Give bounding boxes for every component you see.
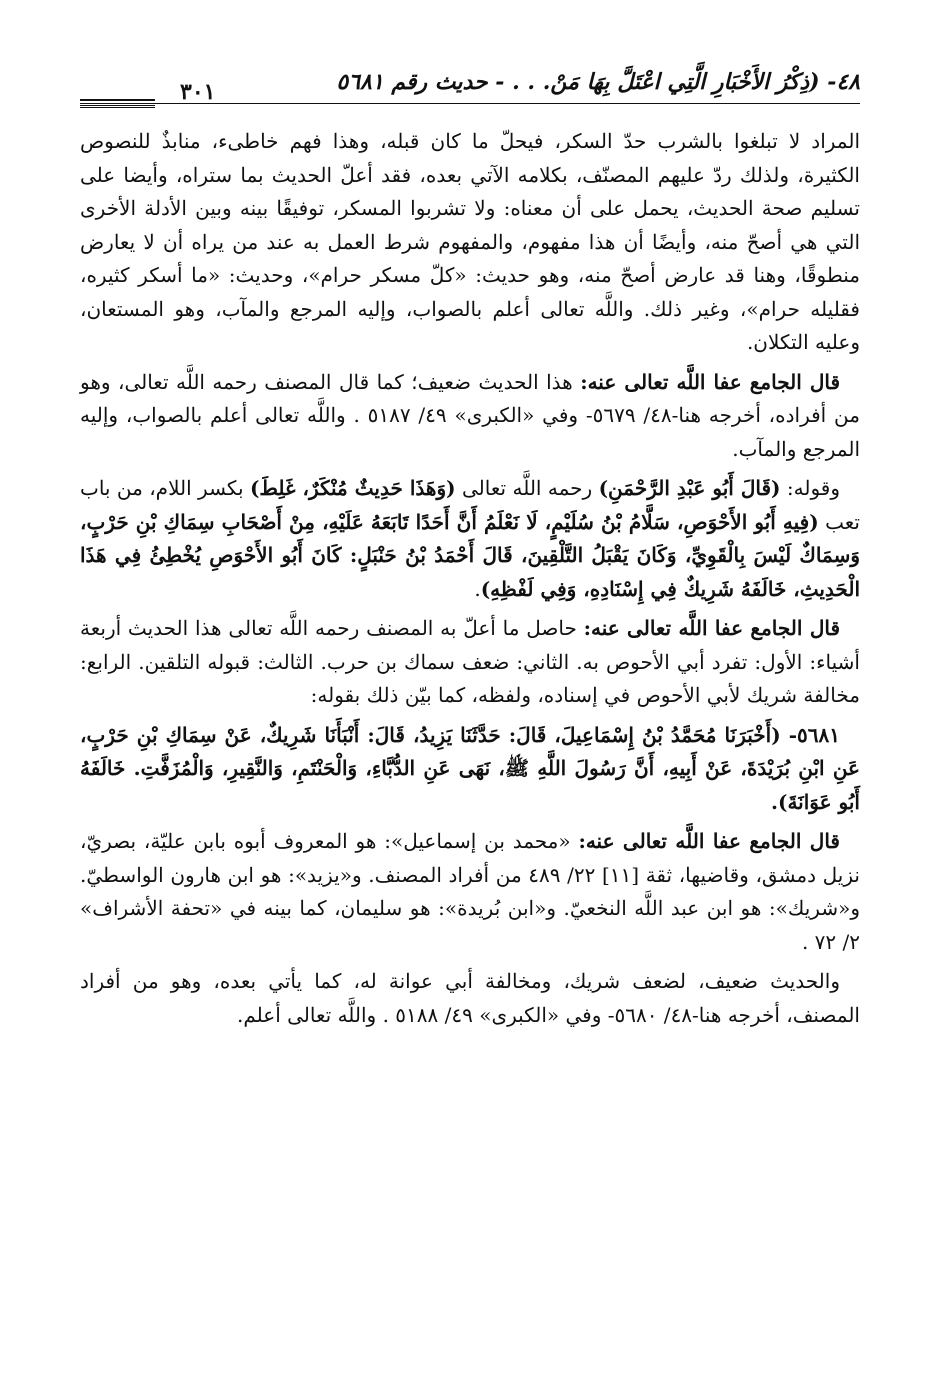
page-number: ٣٠١: [180, 79, 216, 105]
header-rule-left-thick: [80, 99, 155, 101]
paragraph-6: [80, 965, 860, 1032]
running-header: [80, 55, 860, 105]
paragraph-5-text: «محمد بن إسماعيل»: هو المعروف أبوه بابن عليّة، بصريّ، نزيل دمشق، وقاضيها، ثقة [١١] ٢٢/ ٤٨٩ من أفراد المصنف. و«يزيد»: هو ابن هارون الواسطيّ. و«شريك»: هو ابن عبد اللَّه النخعيّ. و«ابن بُريدة»: هو سليمان، كما بينه في «تحفة الأشراف» ٢/ ٧٢ .: [80, 829, 860, 954]
compiler-lead: قال الجامع عفا اللَّه تعالى عنه:: [580, 369, 840, 394]
paragraph-4: [80, 612, 860, 713]
paragraph-1-text: المراد لا تبلغوا بالشرب حدّ السكر، فيحلّ ما كان قبله، وهذا فهم خاطىء، منابذٌ للنصوص الكثيرة، ولذلك ردّ عليهم المصنّف، بكلامه الآتي بعده، فقد أعلّ الحديث بما ستراه، وأيضا على تسليم صحة الحديث، يحمل على أن معناه: ولا تشربوا المسكر، توفيقًا بينه وبين الأدلة الأخرى التي هي أصحّ منه، وأيضًا أن هذا مفهوم، والمفهوم شرط العمل به عند من يراه أن لا يعارض منطوقًا، وهنا قد عارض أصحّ منه، وهو حديث: «كلّ مسكر حرام»، وحديث: «ما أسكر كثيره، فقليله حرام»، وغير ذلك. واللَّه تعالى أعلم بالصواب، وإليه المرجع والمآب، وهو المستعان، وعليه التكلان.: [80, 129, 860, 354]
p3-quote-3: (فِيهِ أَبُو الأَحْوَصِ، سَلَّامُ بْنُ سُلَيْمٍ، لَا نَعْلَمُ أَنَّ أَحَدًا تَابَعَهُ عَلَيْهِ، مِنْ أَصْحَابِ سِمَاكِ بْنِ حَرْبٍ، وَسِمَاكٌ لَيْسَ بِالْقَوِيِّ، وَكَانَ يَقْبَلُ التَّلْقِينَ، قَالَ أَحْمَدُ بْنُ حَنْبَلٍ: كَانَ أَبُو الأَحْوَصِ يُخْطِئُ فِي هَذَا الْحَدِيثِ، خَالَفَهُ شَرِيكٌ فِي إِسْنَادِهِ، وَفِي لَفْظِهِ): [80, 509, 860, 601]
p3-quote-1: (قَالَ أَبُو عَبْدِ الرَّحْمَنِ): [598, 476, 781, 500]
header-title: ٤٨- (ذِكْرُ الأَخْبَارِ الَّتِي اعْتَلَّ بِهَا مَنْ. . . - حديث رقم ٥٦٨١: [336, 69, 860, 95]
paragraph-4-text: حاصل ما أعلّ به المصنف رحمه اللَّه تعالى هذا الحديث أربعة أشياء: الأول: تفرد أبي الأحوص به. الثاني: ضعف سماك بن حرب. الثالث: قبوله التلقين. الرابع: مخالفة شريك لأبي الأحوص في إسناده، ولفظه، كما بيّن ذلك بقوله:: [80, 616, 860, 707]
page-body: [80, 125, 860, 1038]
hadith-5681: ٥٦٨١- (أَخْبَرَنَا مُحَمَّدُ بْنُ إِسْمَاعِيلَ، قَالَ: حَدَّثَنَا يَزِيدُ، قَالَ: أَنْبَأَنَا شَرِيكٌ، عَنْ سِمَاكِ بْنِ حَرْبٍ، عَنِ ابْنِ بُرَيْدَةَ، عَنْ أَبِيهِ، أَنَّ رَسُولَ اللَّهِ ﷺ، نَهَى عَنِ الدُّبَّاءِ، وَالْحَنْتَمِ، وَالنَّقِيرِ، وَالْمُزَفَّتِ. خَالَفَهُ أَبُو عَوَانَةَ).: [80, 722, 860, 814]
p3-part-e: بكسر اللام، من باب تعب: [80, 476, 860, 534]
paragraph-1: [80, 125, 860, 360]
paragraph-5: [80, 825, 860, 959]
compiler-lead: قال الجامع عفا اللَّه تعالى عنه:: [583, 616, 841, 640]
paragraph-6-text: والحديث ضعيف، لضعف شريك، ومخالفة أبي عوانة له، كما يأتي بعده، وهو من أفراد المصنف، أخرجه هنا-٤٨/ ٥٦٨٠- وفي «الكبرى» ٤٩/ ٥١٨٨ . واللَّه تعالى أعلم.: [80, 969, 860, 1027]
paragraph-2-text: هذا الحديث ضعيف؛ كما قال المصنف رحمه اللَّه تعالى، وهو من أفراده، أخرجه هنا-٤٨/ ٥٦٧٩- وفي «الكبرى» ٤٩/ ٥١٨٧ . واللَّه تعالى أعلم بالصواب، وإليه المرجع والمآب.: [80, 369, 860, 461]
p3-part-a: وقوله:: [780, 476, 841, 500]
header-rule: [80, 103, 860, 104]
p3-quote-2: (وَهَذَا حَدِيثٌ مُنْكَرٌ، غَلِطَ): [249, 476, 456, 500]
paragraph-2: [80, 366, 860, 467]
p3-part-g: .: [474, 576, 481, 601]
compiler-lead: قال الجامع عفا اللَّه تعالى عنه:: [578, 829, 840, 853]
paragraph-3: [80, 472, 860, 606]
hadith-text: [80, 719, 860, 820]
header-rule-left-double: [80, 105, 155, 108]
p3-part-c: رحمه اللَّه تعالى: [455, 476, 599, 500]
